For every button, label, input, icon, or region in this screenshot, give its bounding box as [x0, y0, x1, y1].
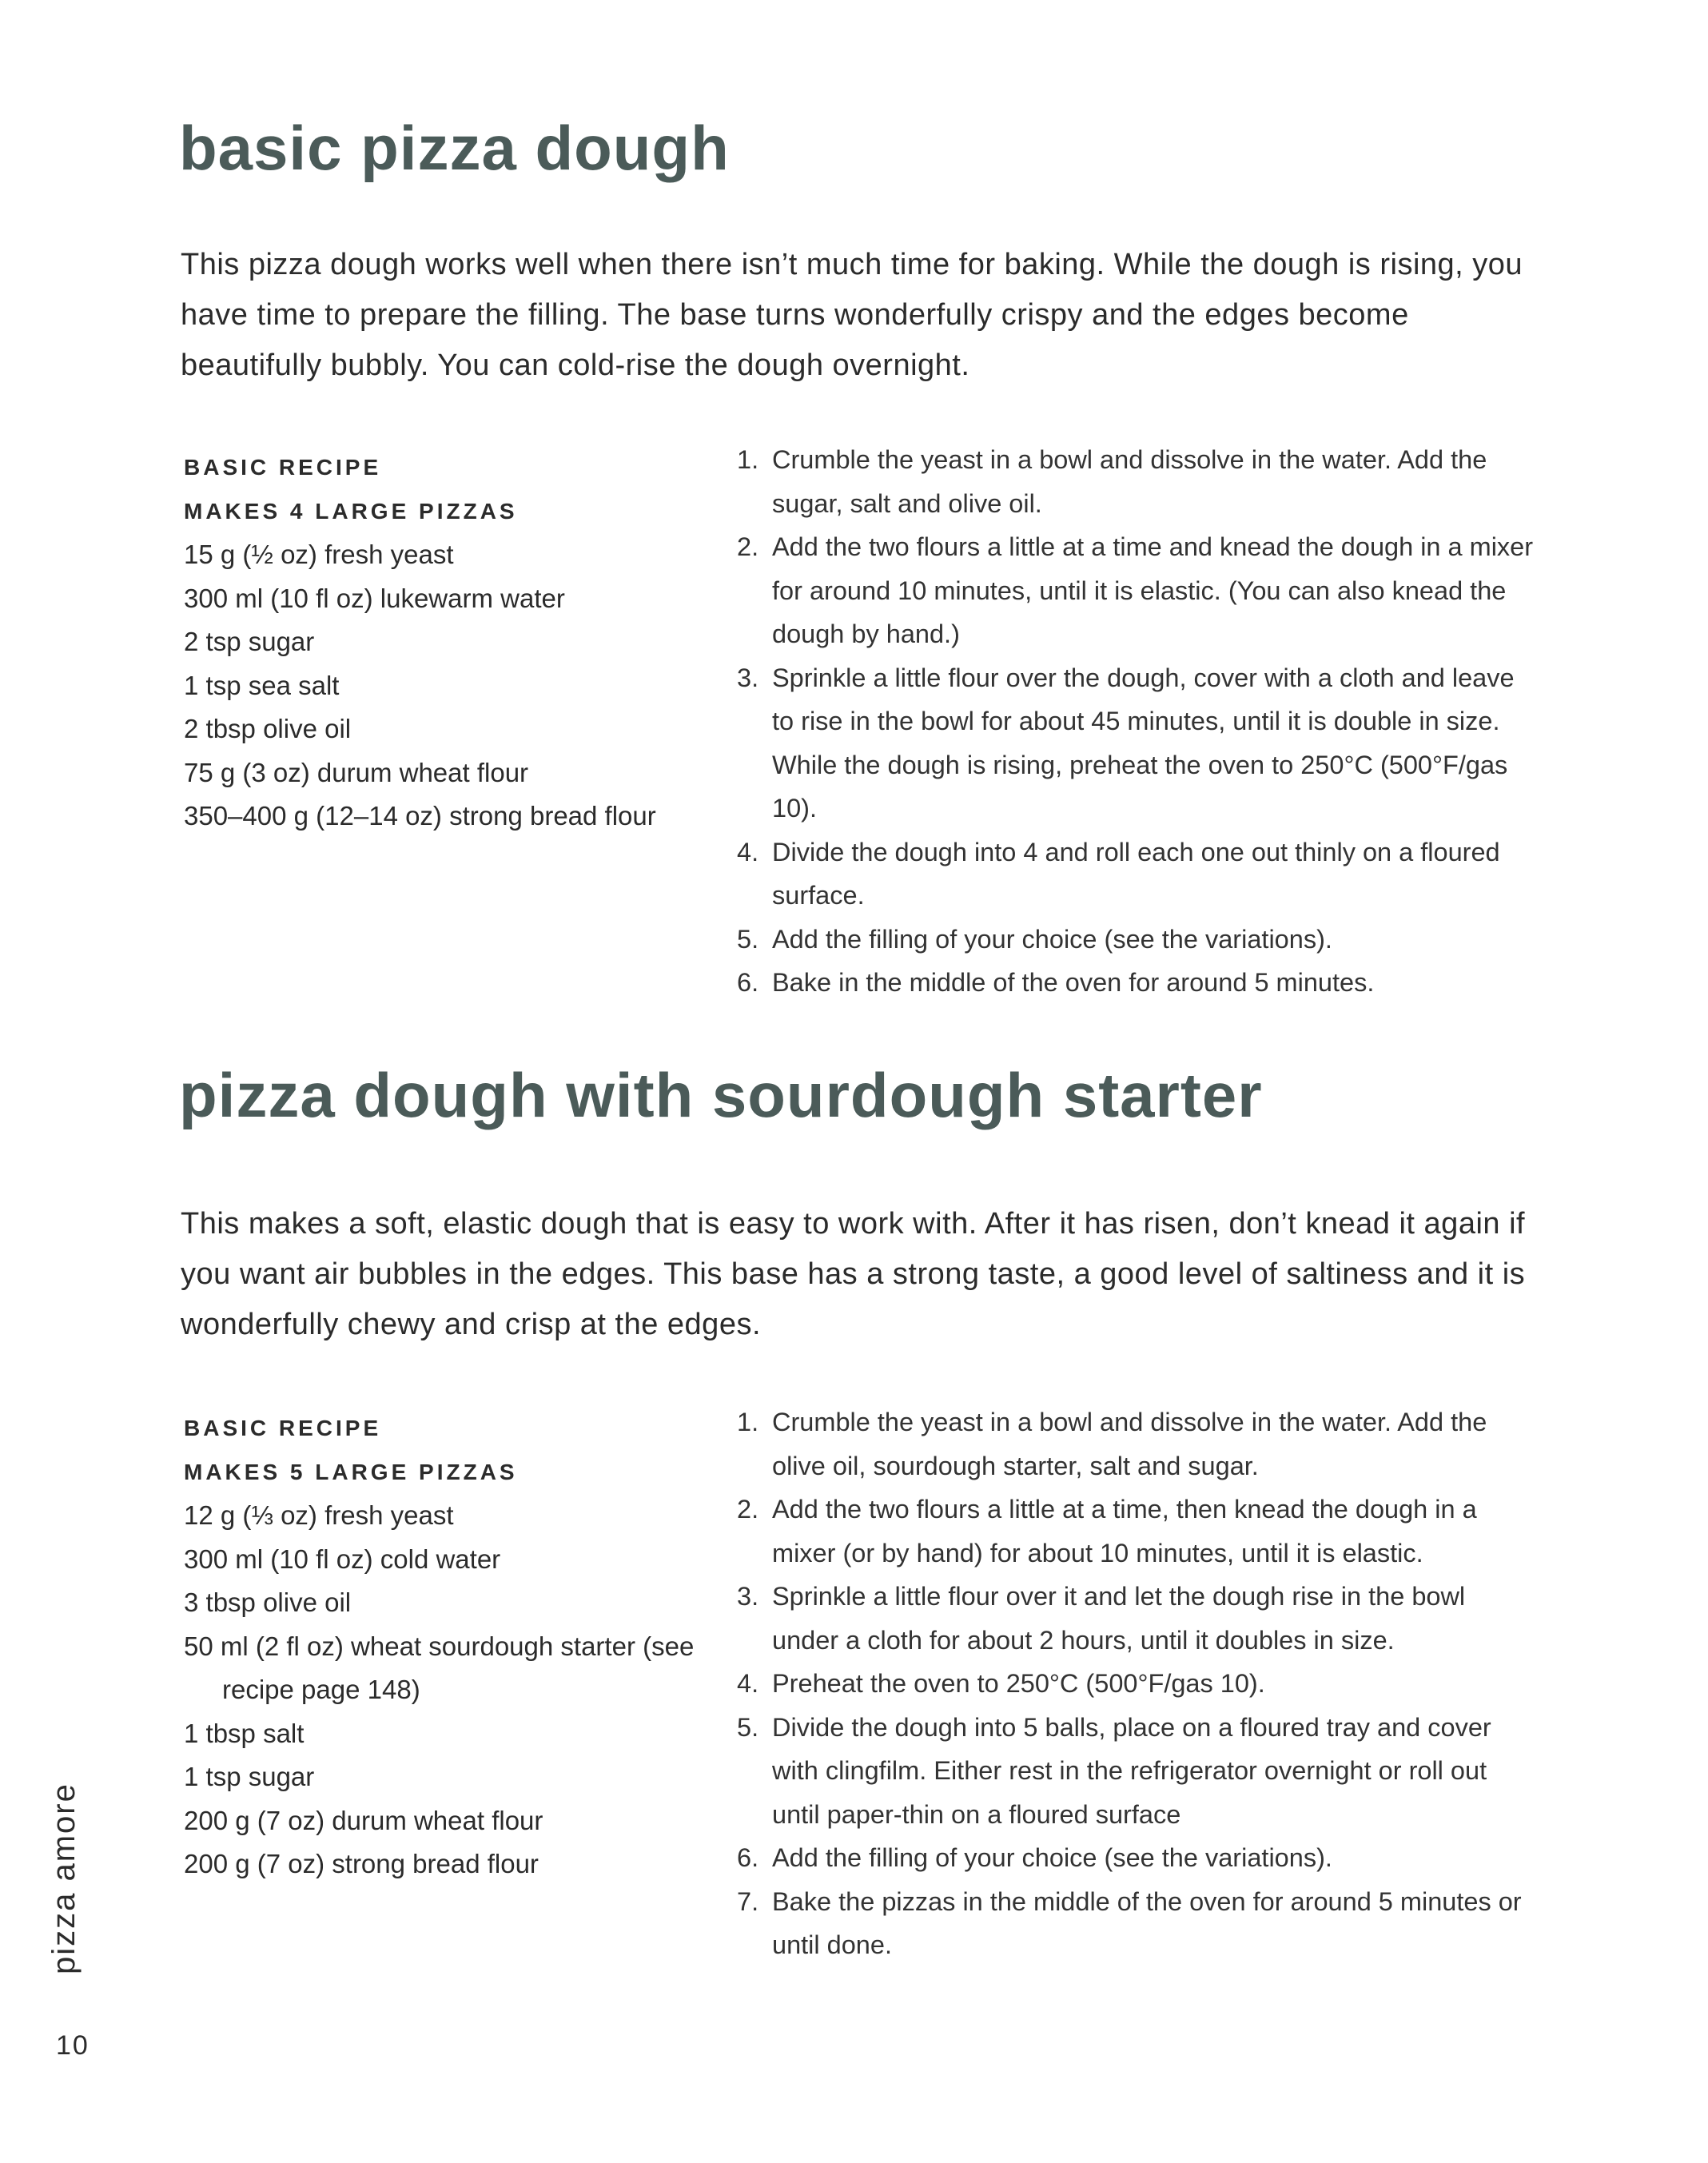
method-step [737, 656, 1536, 831]
step-number: 3. [737, 1582, 759, 1611]
step-number: 6. [737, 968, 759, 997]
step-text: Crumble the yeast in a bowl and dissolve in the water. Add the sugar, salt and olive oil. [772, 445, 1487, 518]
ingredient-item: 1 tsp sugar [184, 1762, 315, 1791]
method-step [737, 525, 1536, 656]
step-number: 2. [737, 532, 759, 561]
page-number: 10 [56, 2030, 90, 2061]
step-text: Add the filling of your choice (see the variations). [772, 924, 1332, 954]
method-step [737, 961, 1536, 1005]
ingredient-list [184, 446, 703, 839]
ingredient-item: 3 tbsp olive oil [184, 1587, 352, 1617]
method-step [737, 1488, 1536, 1575]
method-step [737, 438, 1536, 525]
section-running-head: pizza amore [46, 1783, 82, 1974]
recipe-title: basic pizza dough [179, 113, 730, 183]
step-number: 5. [737, 1712, 759, 1742]
ingredient-item: 2 tbsp olive oil [184, 714, 352, 743]
ingredient-item: 75 g (3 oz) durum wheat flour [184, 757, 529, 787]
step-text: Bake in the middle of the oven for around 5 minutes. [772, 968, 1375, 997]
step-number: 6. [737, 1843, 759, 1872]
ingredient-item: 350–400 g (12–14 oz) strong bread flour [184, 801, 656, 831]
step-number: 7. [737, 1886, 759, 1916]
method-steps [737, 1400, 1536, 1967]
ingredient-list [184, 1407, 703, 1886]
recipe-yield: MAKES 4 LARGE PIZZAS [184, 498, 518, 524]
method-step [737, 1836, 1536, 1880]
step-number: 4. [737, 1669, 759, 1698]
ingredient-item: 200 g (7 oz) strong bread flour [184, 1849, 539, 1878]
step-number: 1. [737, 1408, 759, 1436]
ingredient-item: 1 tbsp salt [184, 1718, 305, 1748]
ingredient-item: 12 g (⅓ oz) fresh yeast [184, 1500, 454, 1530]
step-text: Add the two flours a little at a time and knead the dough in a mixer for around 10 minutes, until it is elastic. (You can also knead the dough by hand.) [772, 532, 1534, 648]
step-text: Bake the pizzas in the middle of the oven for around 5 minutes or until done. [772, 1886, 1522, 1959]
recipe-intro: This pizza dough works well when there isn’t much time for baking. While the dough is rising, you have time to prepare the filling. The base turns wonderfully crispy and the edges become beautifully bubbly. You can cold-rise the dough overnight. [181, 248, 1523, 382]
recipe-yield: MAKES 5 LARGE PIZZAS [184, 1459, 518, 1484]
recipe-label: BASIC RECIPE [184, 1416, 382, 1440]
recipe-intro: This makes a soft, elastic dough that is easy to work with. After it has risen, don’t knead it again if you want air bubbles in the edges. This base has a strong taste, a good level of saltiness and it is wonderfully chewy and crisp at the edges. [181, 1207, 1526, 1341]
ingredient-item: 300 ml (10 fl oz) lukewarm water [184, 583, 565, 613]
step-number: 4. [737, 837, 759, 866]
step-number: 3. [737, 663, 759, 692]
ingredient-item: 15 g (½ oz) fresh yeast [184, 540, 454, 569]
recipe-label: BASIC RECIPE [184, 455, 382, 480]
step-text: Sprinkle a little flour over the dough, cover with a cloth and leave to rise in the bowl for about 45 minutes, until it is double in size. While the dough is rising, preheat the oven to 250°C (500°F/gas 10). [772, 663, 1515, 823]
step-text: Divide the dough into 5 balls, place on a floured tray and cover with clingfilm. Either rest in the refrigerator overnight or roll out until paper-thin on a floured surface [772, 1712, 1491, 1829]
method-step [737, 1880, 1536, 1967]
method-step [737, 1575, 1536, 1662]
step-number: 1. [737, 445, 759, 474]
step-number: 5. [737, 924, 759, 954]
step-text: Sprinkle a little flour over it and let the dough rise in the bowl under a cloth for about 2 hours, until it doubles in size. [772, 1582, 1466, 1655]
ingredient-item: 2 tsp sugar [184, 627, 315, 656]
method-step [737, 1706, 1536, 1837]
step-text: Add the filling of your choice (see the variations). [772, 1843, 1332, 1872]
ingredient-item: 200 g (7 oz) durum wheat flour [184, 1805, 543, 1835]
ingredient-item: 50 ml (2 fl oz) wheat sourdough starter (see recipe page 148) [184, 1631, 695, 1704]
step-text: Preheat the oven to 250°C (500°F/gas 10). [772, 1669, 1265, 1698]
step-text: Add the two flours a little at a time, then knead the dough in a mixer (or by hand) for about 10 minutes, until it is elastic. [772, 1495, 1477, 1567]
method-steps [737, 438, 1536, 1005]
step-text: Divide the dough into 4 and roll each one out thinly on a floured surface. [772, 837, 1500, 910]
ingredient-item: 300 ml (10 fl oz) cold water [184, 1544, 501, 1574]
recipe-title: pizza dough with sourdough starter [179, 1060, 1263, 1130]
method-step [737, 831, 1536, 918]
step-number: 2. [737, 1495, 759, 1524]
method-step [737, 1662, 1536, 1706]
method-step [737, 1400, 1536, 1488]
method-step [737, 918, 1536, 962]
step-text: Crumble the yeast in a bowl and dissolve in the water. Add the olive oil, sourdough starter, salt and sugar. [772, 1408, 1487, 1480]
ingredient-item: 1 tsp sea salt [184, 670, 340, 700]
